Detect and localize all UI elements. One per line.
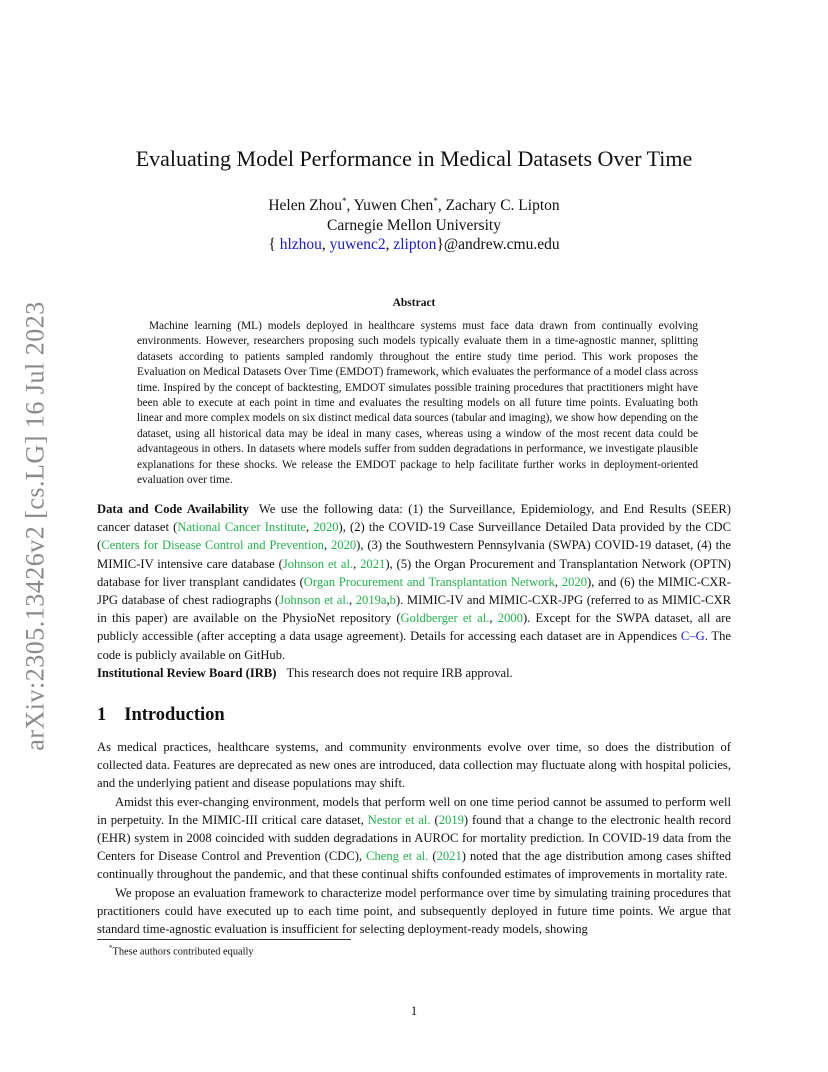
citation-link[interactable]: Organ Procurement and Transplantation Network bbox=[303, 574, 555, 589]
email-link-zlipton[interactable]: zlipton bbox=[393, 236, 437, 254]
paper-title: Evaluating Model Performance in Medical Datasets Over Time bbox=[135, 146, 693, 171]
intro-paragraph: We propose an evaluation framework to characterize model performance over time by simulating training procedures that practitioners could have executed up to each time point, and subsequently deployed in future time points. We argue that standard time-agnostic evaluation is insufficient for selecting deployment-ready models, showing bbox=[97, 885, 731, 937]
citation-link[interactable]: Johnson et al. bbox=[282, 556, 354, 571]
body-text-run: , bbox=[386, 593, 390, 608]
body-text-run: ) found that a change to the electronic health record (EHR) system in 2008 coincided with sudden degradations in AUROC for mortality prediction. In COVID-19 data from the Centers for Disease Control and Prevention (CDC), bbox=[97, 812, 731, 864]
body-text-run: ( bbox=[430, 812, 439, 827]
body-text-run: , bbox=[353, 556, 361, 571]
author-names: Helen Zhou*, Yuwen Chen*, Zachary C. Lipton bbox=[268, 196, 560, 215]
citation-link[interactable]: National Cancer Institute bbox=[177, 520, 307, 535]
author-name: Zachary C. Lipton bbox=[445, 197, 560, 215]
citation-year-link[interactable]: 2021 bbox=[436, 849, 462, 864]
abstract-heading: Abstract bbox=[392, 297, 436, 309]
body-text-run: ), (2) the COVID-19 Case Surveillance Detailed Data provided by the CDC ( bbox=[97, 520, 731, 553]
appendix-dash: – bbox=[689, 629, 696, 644]
section-heading bbox=[97, 705, 225, 726]
citation-year-link[interactable]: b bbox=[389, 593, 396, 608]
email-domain: }@andrew.cmu.edu bbox=[436, 236, 560, 254]
body-text-run: , bbox=[489, 611, 498, 626]
affiliation: Carnegie Mellon University bbox=[327, 216, 501, 234]
body-text-run: ), (5) the Organ Procurement and Transplantation Network (OPTN) database for liver transplant candidates ( bbox=[97, 556, 731, 589]
appendix-link[interactable]: G bbox=[695, 629, 705, 644]
author-name: Helen Zhou bbox=[268, 197, 342, 215]
email-link-hlzhou[interactable]: hlzhou bbox=[279, 236, 322, 254]
data-availability-heading: Data and Code Availability bbox=[97, 502, 249, 516]
body-text-run: , bbox=[323, 538, 331, 553]
irb-paragraph bbox=[97, 664, 731, 682]
body-text-run: ) noted that the age distribution among cases shifted continually throughout the pandemic, and that these continual shifts confounded estimates of improvements in mortality rate. bbox=[97, 849, 731, 882]
footnote bbox=[109, 944, 254, 957]
section-number: 1 bbox=[97, 705, 107, 725]
body-text-run: Amidst this ever-changing environment, models that perform well on one time period cannot be assumed to perform well in perpetuity. In the MIMIC-III critical care dataset, bbox=[97, 794, 731, 827]
citation-year-link[interactable]: 2021 bbox=[360, 556, 386, 571]
footnote-mark: * bbox=[109, 944, 113, 952]
author-mark: * bbox=[341, 196, 347, 206]
intro-paragraph bbox=[97, 793, 731, 884]
abstract-text: Machine learning (ML) models deployed in healthcare systems must face data drawn from continually evolving environments. However, researchers proposing such models typically evaluate them in a time-agnostic manner, splitting datasets according to patients sampled randomly throughout the entire study time period. This work proposes the Evaluation on Medical Datasets Over Time (EMDOT) framework, which evaluates the performance of a model class across time. Inspired by the concept of backtesting, EMDOT simulates possible training procedures that practitioners might have been able to execute at each point in time and evaluates the resulting models on all future time points. Evaluating both linear and more complex models on six distinct medical data sources (tabular and imaging), we show how depending on the dataset, using all historical data may be ideal in many cases, whereas using a window of the most recent data could be advantageous in others. In datasets where models suffer from sudden degradations in performance, we investigate plausible explanations for these shocks. We release the EMDOT package to help facilitate further works in deployment-oriented evaluation over time. bbox=[137, 320, 698, 487]
email-line: { hlzhou, yuwenc2, zlipton}@andrew.cmu.edu bbox=[268, 236, 560, 254]
body-text-run: ), (3) the Southwestern Pennsylvania (SWPA) COVID-19 dataset, (4) the MIMIC-IV intensive care database ( bbox=[97, 538, 731, 571]
citation-year-link[interactable]: 2020 bbox=[313, 520, 339, 535]
appendix-link[interactable]: C bbox=[680, 629, 690, 644]
body-text-run: ). Except for the SWPA dataset, all are publicly accessible (after accepting a data usage agreement). Details for accessing each dataset are in Appendices bbox=[97, 611, 731, 644]
body-text-run: , bbox=[554, 574, 562, 589]
irb-text: This research does not require IRB approval. bbox=[286, 666, 513, 680]
arxiv-stamp bbox=[12, 296, 60, 756]
body-text-run: We use the following data: (1) the Surveillance, Epidemiology, and End Results (SEER) cancer dataset ( bbox=[97, 502, 732, 535]
citation-link[interactable]: Goldberger et al. bbox=[400, 611, 490, 626]
citation-link[interactable]: Cheng et al. bbox=[366, 849, 429, 864]
irb-heading: Institutional Review Board (IRB) bbox=[97, 666, 277, 680]
page-number: 1 bbox=[410, 1004, 418, 1018]
body-text-run: , bbox=[306, 520, 314, 535]
citation-year-link[interactable]: 2019a bbox=[355, 593, 387, 608]
citation-link[interactable]: Centers for Disease Control and Prevention bbox=[101, 538, 324, 553]
author-mark: * bbox=[433, 196, 438, 206]
body-text-run: , bbox=[349, 593, 356, 608]
arxiv-stamp-text: arXiv:2305.13426v2 [cs.LG] 16 Jul 2023 bbox=[21, 301, 50, 751]
body-text-run: . The code is publicly available on GitHub. bbox=[97, 629, 731, 662]
citation-link[interactable]: Johnson et al. bbox=[279, 593, 349, 608]
author-name: Yuwen Chen bbox=[353, 197, 434, 215]
intro-paragraph: As medical practices, healthcare systems, and community environments evolve over time, so does the distribution of collected data. Features are deprecated as new ones are introduced, data collection may fluctuate along with hospital policies, and the underlying patient and disease populations may shift. bbox=[97, 740, 731, 791]
footnote-divider bbox=[97, 939, 351, 940]
citation-year-link[interactable]: 2020 bbox=[561, 574, 587, 589]
body-text-run: ). MIMIC-IV and MIMIC-CXR-JPG (referred to as MIMIC-CXR in this paper) are available on the PhysioNet repository ( bbox=[97, 593, 732, 626]
body-text-run: ( bbox=[428, 849, 437, 864]
email-link-yuwenc2[interactable]: yuwenc2 bbox=[329, 236, 386, 254]
citation-link[interactable]: Nestor et al. bbox=[367, 812, 431, 827]
body-text-run: ), and (6) the MIMIC-CXR-JPG database of chest radiographs ( bbox=[97, 574, 731, 608]
section-title: Introduction bbox=[124, 705, 225, 725]
data-availability-paragraph bbox=[97, 500, 731, 664]
author-block bbox=[0, 192, 828, 255]
introduction-body bbox=[97, 738, 731, 938]
citation-year-link[interactable]: 2019 bbox=[438, 812, 464, 827]
footnote-text: These authors contributed equally bbox=[112, 946, 254, 958]
citation-year-link[interactable]: 2020 bbox=[330, 538, 357, 553]
citation-year-link[interactable]: 2000 bbox=[497, 611, 523, 626]
email-brace-open: { bbox=[268, 236, 280, 254]
